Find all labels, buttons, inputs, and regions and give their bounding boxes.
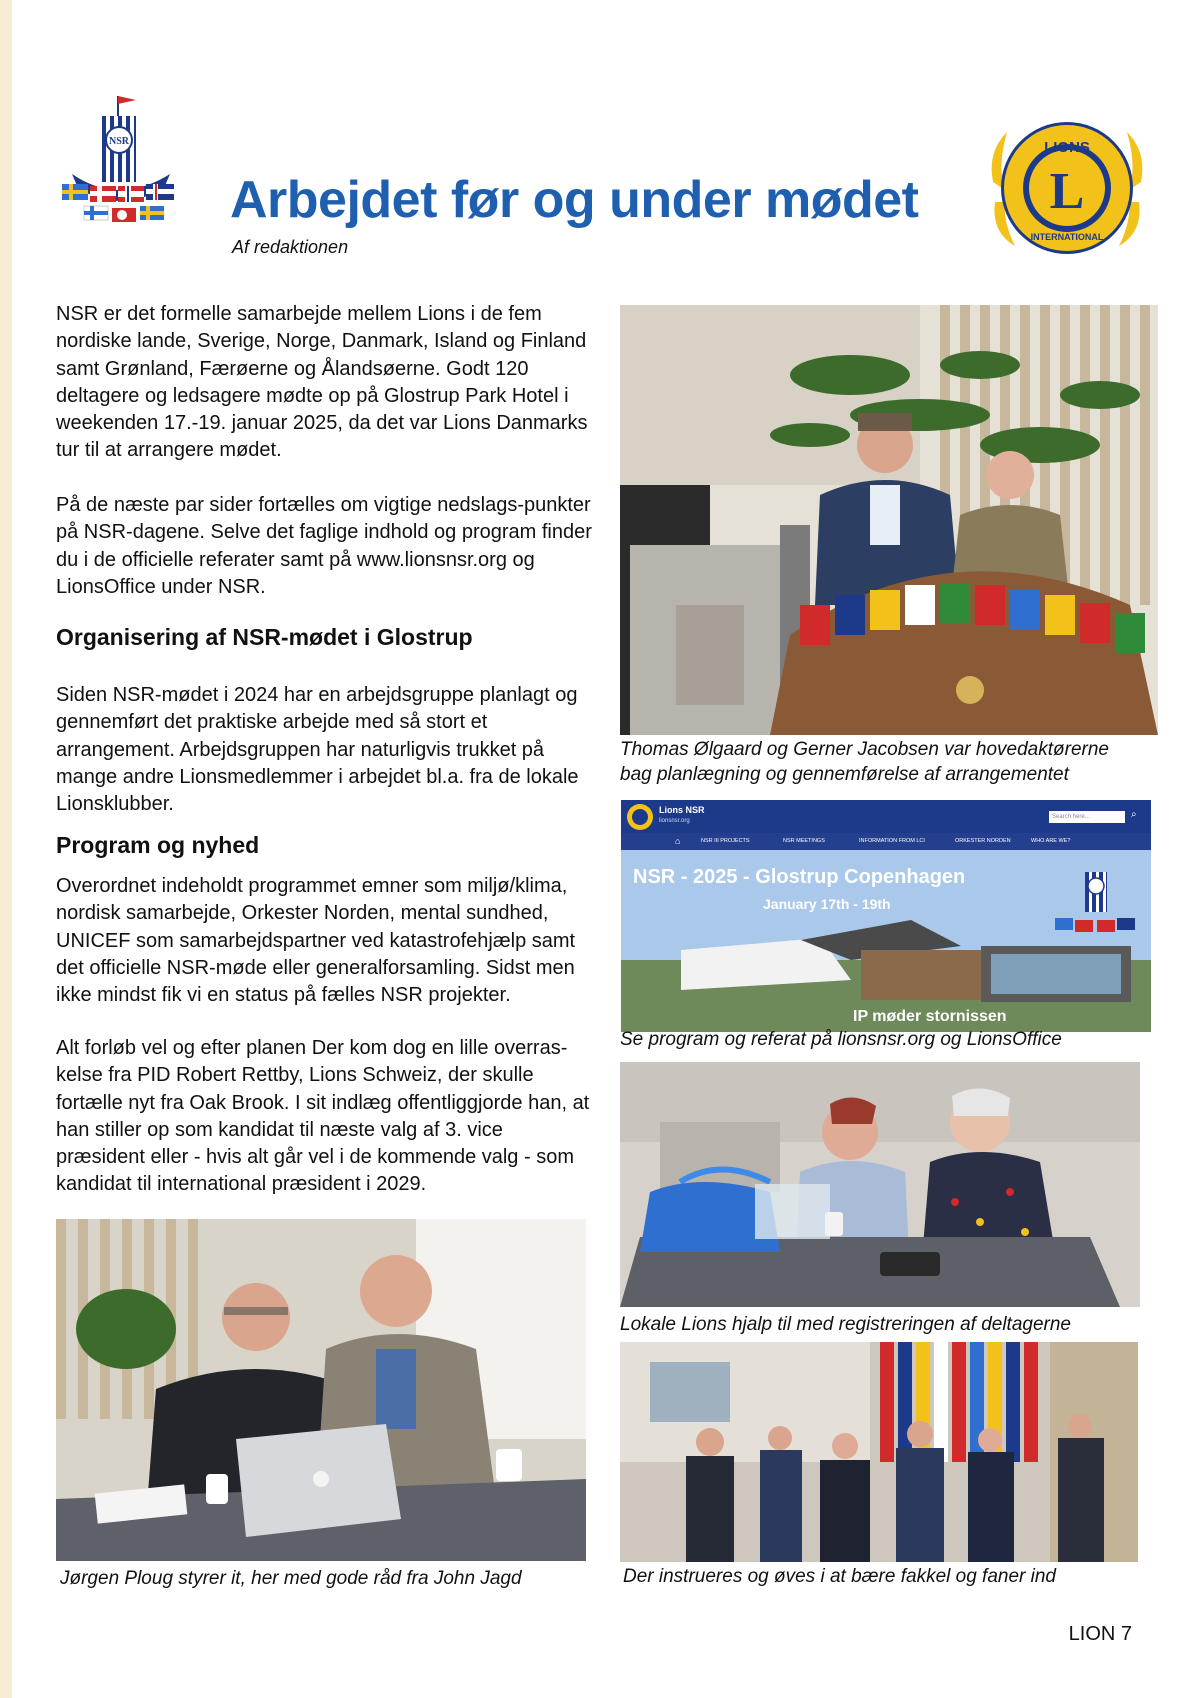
organisering-paragraph: Siden NSR-mødet i 2024 har en arbejdsgruppe planlagt og gennemført det praktiske arbejde med så stort et arrangement. Arbejdsgruppen har naturligvis trukket på mange andre Lionsmedlemmer i arbejdet bl.a. fra de lokale Lionsklubber. bbox=[56, 684, 579, 816]
lions-international-logo bbox=[985, 112, 1149, 262]
website-logo-subtext: lionsnsr.org bbox=[659, 818, 690, 824]
byline: Af redaktionen bbox=[232, 237, 349, 257]
program-paragraph-1: Overordnet indeholdt programmet emner som miljø/klima, nordisk samarbejde, Orkester Norden, mental sundhed, UNICEF som samarbejdspartner ved katastrofehjælp samt det officielle NSR-møde eller generalforsamling. Sidst men ikke mindst fik vi en status på fælles NSR projekter. bbox=[56, 875, 576, 1007]
photo-it-laptop bbox=[56, 1219, 586, 1561]
website-banner-title: NSR - 2025 - Glostrup Copenhagen bbox=[633, 866, 966, 888]
website-nsr-logo bbox=[1051, 866, 1141, 946]
website-nav-item-who[interactable]: WHO ARE WE? bbox=[1031, 838, 1071, 844]
home-icon[interactable]: ⌂ bbox=[675, 836, 681, 846]
lions-logo-letter: L bbox=[1049, 163, 1085, 220]
caption-photo-flag-rehearsal: Der instrueres og øves i at bære fakkel og faner ind bbox=[623, 1566, 1056, 1587]
photo-website-screenshot bbox=[621, 800, 1151, 1032]
website-lions-logo-icon bbox=[625, 802, 655, 832]
intro-paragraph-2: På de næste par sider fortælles om vigtige nedslags-punkter på NSR-dagene. Selve det faglige indhold og program finder du i de officielle referater samt på www.lionsnsr.org og LionsOffice under NSR. bbox=[56, 494, 592, 598]
website-nav-item-projects[interactable]: NSR III PROJECTS bbox=[701, 838, 750, 844]
caption-photo-website: Se program og referat på lionsnsr.org og LionsOffice bbox=[620, 1029, 1062, 1050]
website-logo-text: Lions NSR bbox=[659, 805, 705, 815]
lions-logo-bottom-text: INTERNATIONAL bbox=[1030, 232, 1104, 242]
program-paragraph-2: Alt forløb vel og efter planen Der kom dog en lille overras-kelse fra PID Robert Rettby, Lions Schweiz, der skulle fortælle nyt fra Oak Brook. I sit indlæg offentliggjorde han, at han stiller op som kandidat til næste valg af 3. vice præsident eller - hvis alt går vel i de kommende valg - som kandidat til international præsident i 2029. bbox=[56, 1037, 590, 1196]
nsr-logo bbox=[60, 88, 190, 238]
photo-registration-desk bbox=[620, 1062, 1140, 1307]
intro-paragraph-1: NSR er det formelle samarbejde mellem Lions i de fem nordiske lande, Sverige, Norge, Danmark, Island og Finland samt Grønland, Færøerne og Ålandsøerne. Godt 120 deltagere og ledsagere mødte op på Glostrup Park Hotel i weekenden 17.-19. januar 2025, da det var Lions Danmarks tur til at arrangere mødet. bbox=[56, 303, 588, 462]
search-icon[interactable]: ⌕ bbox=[1131, 809, 1137, 820]
caption-photo-registration: Lokale Lions hjalp til med registreringen af deltagerne bbox=[620, 1314, 1071, 1335]
website-overlay-text: IP møder stornissen bbox=[853, 1008, 1007, 1025]
website-header-bar bbox=[621, 800, 1151, 833]
website-nav-bar bbox=[621, 833, 1151, 850]
section-heading-organisering: Organisering af NSR-mødet i Glostrup bbox=[56, 624, 473, 650]
lions-logo-top-text: LIONS bbox=[1044, 139, 1090, 156]
caption-photo-it-laptop: Jørgen Ploug styrer it, her med gode råd fra John Jagd bbox=[60, 1568, 522, 1589]
caption-photo-speakers: Thomas Ølgaard og Gerner Jacobsen var hovedaktørerne bag planlægning og gennemførelse af arrangementet bbox=[620, 739, 1109, 785]
page-title: Arbejdet før og under mødet bbox=[230, 171, 919, 229]
website-search-input[interactable]: Search here... bbox=[1049, 811, 1125, 823]
photo-flag-rehearsal bbox=[620, 1342, 1138, 1562]
page-number: LION 7 bbox=[1068, 1623, 1132, 1645]
nsr-logo-text: NSR bbox=[108, 136, 130, 147]
website-nav-item-information[interactable]: INFORMATION FROM LCI bbox=[859, 838, 925, 844]
page-edge-strip bbox=[0, 0, 12, 1698]
website-nav-item-orkester[interactable]: ORKESTER NORDEN bbox=[955, 838, 1011, 844]
photo-speakers-at-podium bbox=[620, 305, 1158, 735]
section-heading-program: Program og nyhed bbox=[56, 832, 260, 858]
website-banner-dates: January 17th - 19th bbox=[763, 896, 891, 912]
website-nav-item-meetings[interactable]: NSR MEETINGS bbox=[783, 838, 825, 844]
